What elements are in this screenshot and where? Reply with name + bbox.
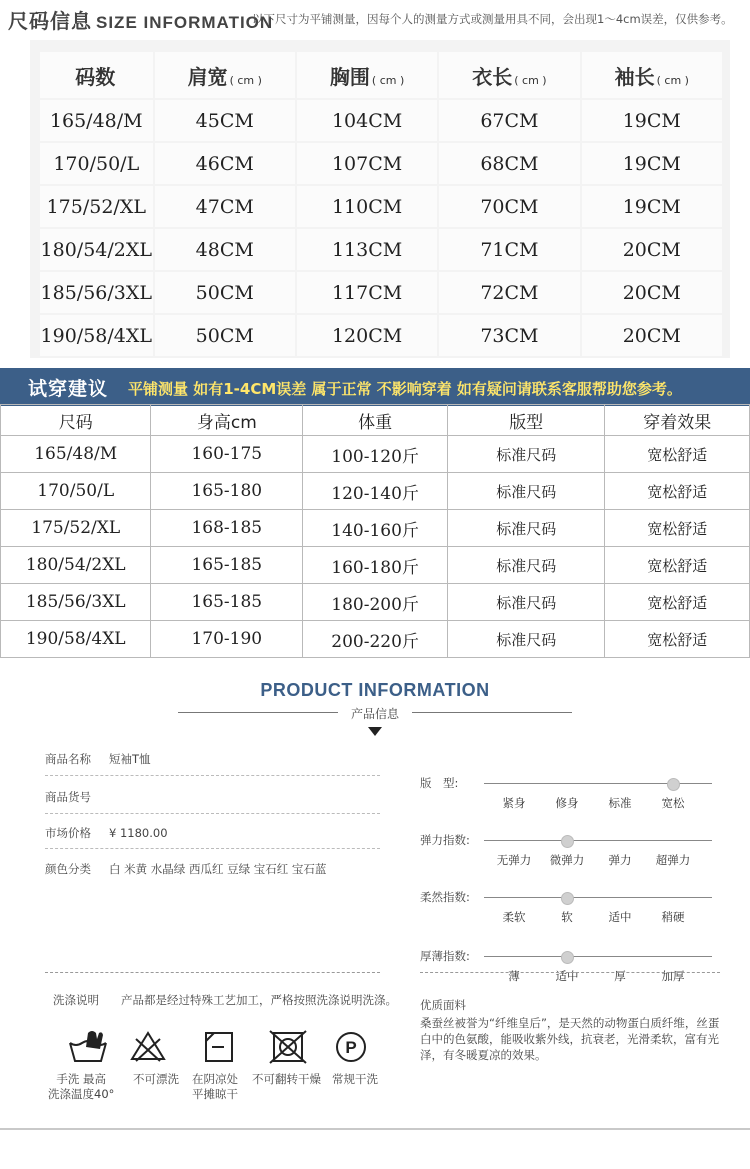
size-cell: 48CM [155,229,295,270]
scale-thickness [420,948,720,998]
fit-cell: 165/48/M [1,436,151,473]
fit-table-row [1,510,750,547]
divider [178,712,338,713]
size-cell: 72CM [439,272,579,313]
size-table-row [40,315,722,356]
info-row-sku [45,789,109,805]
size-cell: 19CM [582,100,722,141]
dry-flat-shade-icon [188,1027,248,1067]
fit-table-header-row [1,405,750,436]
scale-option: 修身 [555,796,579,810]
header-unit: ( cm ) [656,73,689,87]
scale-indicator [667,778,680,791]
scale-option: 无弹力 [496,853,532,867]
scale-indicator [561,835,574,848]
divider [45,848,380,849]
fit-cell: 120-140斤 [303,473,448,510]
fit-cell: 标准尺码 [447,584,604,621]
fit-header-cell: 版型 [447,405,604,436]
size-cell: 20CM [582,229,722,270]
size-cell: 50CM [155,315,295,356]
header-unit: ( cm ) [229,73,262,87]
header-label: 胸围 [329,64,370,89]
size-cell: 120CM [297,315,437,356]
wash-description: 产品都是经过特殊工艺加工，严格按照洗涤说明洗涤。 [121,993,397,1007]
size-cell: 185/56/3XL [40,272,153,313]
no-tumble-dry-icon [258,1027,318,1067]
size-cell: 73CM [439,315,579,356]
scale-track [484,956,712,957]
info-row-name [45,751,151,767]
scale-option: 软 [561,910,573,924]
size-table-row [40,100,722,141]
wash-label: 洗涤说明 [53,993,99,1007]
care-label-line: 不可翻转干燥 [252,1072,321,1086]
fit-cell: 标准尺码 [447,547,604,584]
scale-option: 超弹力 [655,853,691,867]
scale-option: 微弹力 [549,853,585,867]
size-header-cell [582,52,722,98]
size-cell: 20CM [582,315,722,356]
size-cell: 67CM [439,100,579,141]
fit-cell: 标准尺码 [447,621,604,658]
care-label-line: 手洗 最高 [56,1072,107,1086]
info-value: ¥ 1180.00 [109,826,168,840]
header-label: 袖长 [614,64,655,89]
fit-cell: 170-190 [151,621,303,658]
info-label: 商品名称 [45,752,91,766]
fit-advice-note: 平铺测量 如有1-4CM误差 属于正常 不影响穿着 如有疑问请联系客服帮助您参考。 [128,380,682,398]
scale-softness [420,889,720,939]
size-header-cell [155,52,295,98]
header-label: 肩宽 [187,64,228,89]
care-label [332,1072,378,1087]
care-label [252,1072,321,1087]
down-arrow-icon [368,727,382,736]
fit-table-row [1,436,750,473]
size-cell: 104CM [297,100,437,141]
size-cell: 46CM [155,143,295,184]
size-table [38,50,724,358]
product-info-title: PRODUCT INFORMATION [260,680,490,700]
scale-option: 柔软 [502,910,526,924]
scale-option: 厚 [614,969,626,983]
divider [0,1128,750,1130]
svg-text:P: P [345,1038,357,1057]
fit-cell: 170/50/L [1,473,151,510]
size-info-title-cn: 尺码信息 [8,9,92,33]
care-label [133,1072,179,1087]
size-table-header-row [40,52,722,98]
fit-table-row [1,473,750,510]
fit-cell: 175/52/XL [1,510,151,547]
fit-cell: 165-185 [151,584,303,621]
wash-instructions-header [53,992,397,1008]
fit-cell: 宽松舒适 [605,584,750,621]
header-label: 码数 [75,64,116,89]
size-table-row [40,143,722,184]
scale-label: 弹力指数: [420,833,470,847]
size-table-row [40,229,722,270]
fit-cell: 165-180 [151,473,303,510]
size-cell: 175/52/XL [40,186,153,227]
scale-option: 稍硬 [661,910,685,924]
size-table-row [40,186,722,227]
fit-header-cell: 穿着效果 [605,405,750,436]
scale-fit [420,775,720,825]
scale-option: 适中 [555,969,579,983]
header-unit: ( cm ) [371,73,405,87]
size-cell: 71CM [439,229,579,270]
fit-cell: 宽松舒适 [605,510,750,547]
fit-cell: 宽松舒适 [605,547,750,584]
hand-wash-icon [58,1027,118,1067]
size-header-cell [297,52,437,98]
fit-cell: 160-175 [151,436,303,473]
info-row-price [45,825,168,841]
size-cell: 117CM [297,272,437,313]
size-cell: 107CM [297,143,437,184]
scale-label: 版 型: [420,776,459,790]
divider [420,972,720,973]
divider [45,972,380,973]
care-label-line: 平摊晾干 [192,1087,238,1101]
care-label-line: 在阴凉处 [192,1072,238,1086]
fit-cell: 宽松舒适 [605,473,750,510]
fabric-description: 桑蚕丝被誉为“纤维皇后”，是天然的动物蛋白质纤维，丝蛋白中的色氨酸，能吸收紫外线，抗衰老，光滑柔软，富有光泽，有冬暖夏凉的效果。 [420,1016,720,1062]
size-cell: 47CM [155,186,295,227]
fit-cell: 标准尺码 [447,436,604,473]
size-cell: 45CM [155,100,295,141]
scale-track [484,897,712,898]
fit-cell: 180/54/2XL [1,547,151,584]
fit-header-cell: 体重 [303,405,448,436]
size-cell: 113CM [297,229,437,270]
scale-option: 薄 [508,969,520,983]
size-table-row [40,272,722,313]
fit-cell: 185/56/3XL [1,584,151,621]
no-bleach-icon [118,1027,178,1067]
info-label: 颜色分类 [45,862,91,876]
fit-cell: 200-220斤 [303,621,448,658]
fit-cell: 165-185 [151,547,303,584]
fit-table-row [1,547,750,584]
fit-cell: 宽松舒适 [605,621,750,658]
care-label-line: 不可漂洗 [133,1072,179,1086]
size-cell: 50CM [155,272,295,313]
size-cell: 170/50/L [40,143,153,184]
size-cell: 19CM [582,186,722,227]
scale-track [484,840,712,841]
scale-option: 适中 [608,910,632,924]
scale-label: 柔然指数: [420,890,470,904]
size-info-header [0,0,750,36]
size-cell: 70CM [439,186,579,227]
info-label: 市场价格 [45,826,91,840]
divider [45,813,380,814]
header-label: 衣长 [472,64,513,89]
size-cell: 110CM [297,186,437,227]
info-value: 白 米黄 水晶绿 西瓜红 豆绿 宝石红 宝石蓝 [109,862,327,876]
fit-cell: 标准尺码 [447,473,604,510]
size-header-cell [439,52,579,98]
info-value: 短袖T恤 [109,752,151,766]
info-row-colors [45,861,326,877]
dry-clean-icon [321,1027,381,1067]
size-info-note: 以下尺寸为平铺测量，因每个人的测量方式或测量用具不同，会出现1～4cm误差，仅供参考。 [252,12,733,26]
care-label-line: 洗涤温度40° [48,1087,115,1101]
fit-cell: 168-185 [151,510,303,547]
scale-option: 加厚 [661,969,685,983]
product-info-subtitle: 产品信息 [350,707,399,721]
divider [45,775,380,776]
fit-cell: 180-200斤 [303,584,448,621]
size-cell: 68CM [439,143,579,184]
fit-cell: 160-180斤 [303,547,448,584]
care-label-line: 常规干洗 [332,1072,378,1086]
size-cell: 165/48/M [40,100,153,141]
fit-table [0,404,750,658]
scale-label: 厚薄指数: [420,949,470,963]
size-header-cell [40,52,153,98]
scale-elasticity [420,832,720,882]
size-info-title-en: SIZE INFORMATION [96,13,274,32]
fabric-label: 优质面料 [420,998,466,1012]
fit-header-cell: 身高cm [151,405,303,436]
care-label [48,1072,114,1102]
scale-indicator [561,892,574,905]
info-label: 商品货号 [45,790,91,804]
fit-table-row [1,621,750,658]
scale-option: 紧身 [502,796,526,810]
size-cell: 180/54/2XL [40,229,153,270]
size-cell: 19CM [582,143,722,184]
size-cell: 190/58/4XL [40,315,153,356]
scale-option: 标准 [608,796,632,810]
size-cell: 20CM [582,272,722,313]
fit-cell: 190/58/4XL [1,621,151,658]
scale-option: 宽松 [661,796,685,810]
fit-cell: 100-120斤 [303,436,448,473]
header-unit: ( cm ) [514,73,547,87]
fit-cell: 140-160斤 [303,510,448,547]
divider [412,712,572,713]
fit-table-row [1,584,750,621]
fit-cell: 宽松舒适 [605,436,750,473]
scale-indicator [561,951,574,964]
fit-advice-banner [0,368,750,406]
care-label [192,1072,238,1102]
fit-cell: 标准尺码 [447,510,604,547]
scale-option: 弹力 [608,853,632,867]
size-info-title [8,5,273,34]
fit-advice-title: 试穿建议 [28,378,109,400]
fit-header-cell: 尺码 [1,405,151,436]
